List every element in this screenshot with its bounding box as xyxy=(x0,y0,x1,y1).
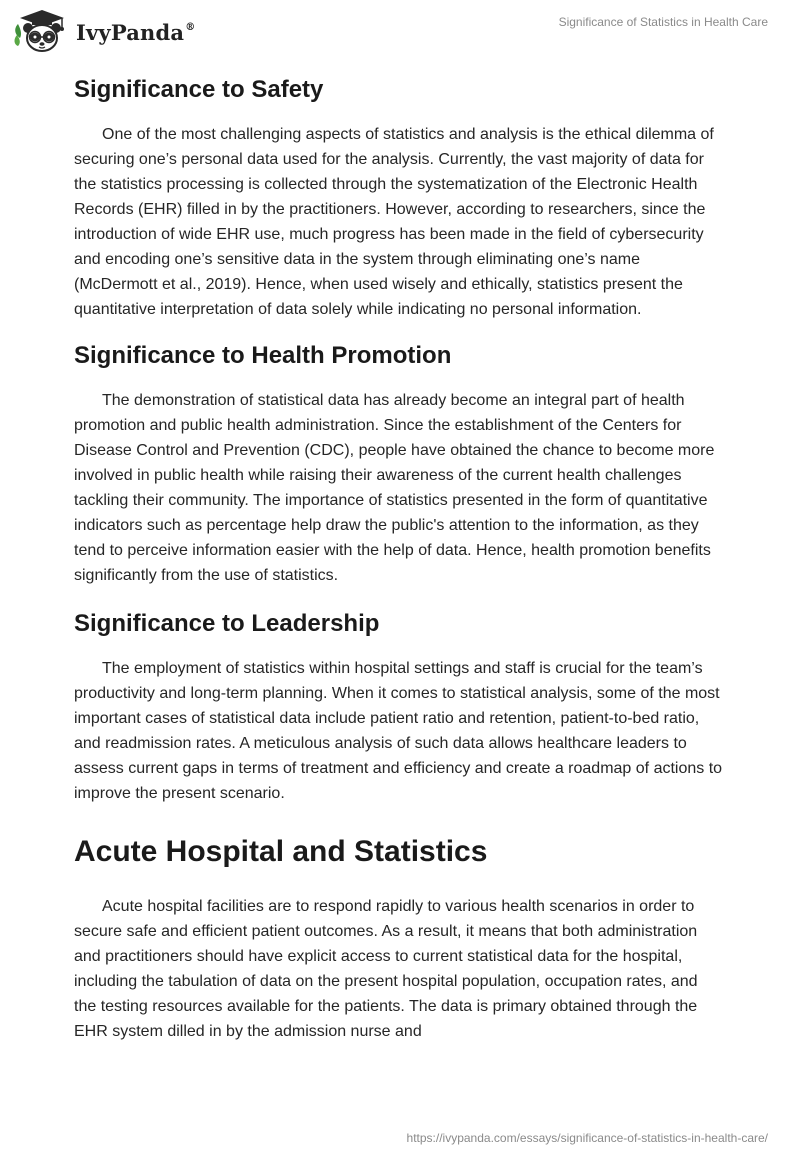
paragraph-acute-hospital: Acute hospital facilities are to respond rapidly to various health scenarios in order to secure safe and efficient patient outcomes. As a result, it means that both administration and practitioners should have explicit access to current statistical data for the hospital, including the tabulation of data on the present hospital population, occupation rates, and the testing resources available for the patients. The data is primary obtained through the EHR system dilled in by the admission nurse and xyxy=(74,898,698,1040)
brand-name: IvyPanda® xyxy=(76,19,196,45)
paragraph-leadership: The employment of statistics within hospital settings and staff is crucial for the team’s productivity and long-term planning. When it comes to statistical analysis, some of the most important cases of statistical data include patient ratio and retention, patient-to-bed ratio, and readmission rates. A meticulous analysis of such data allows healthcare leaders to assess current gaps in terms of treatment and efficiency and create a roadmap of actions to improve the present scenario. xyxy=(74,660,723,802)
ivypanda-logo[interactable] xyxy=(14,8,195,54)
document-title: Significance of Statistics in Health Care xyxy=(558,15,768,29)
paragraph-safety: One of the most challenging aspects of statistics and analysis is the ethical dilemma of securing one’s personal data used for the analysis. Currently, the vast majority of data for the statistics processing is collected through the systematization of the Electronic Health Records (EHR) filled in by the practitioners. However, according to researchers, since the introduction of wide EHR use, much progress has been made in the field of cybersecurity and encoding one’s sensitive data in the system through eliminating one’s name (McDermott et al., 2019). Hence, when used wisely and ethically, statistics present the quantitative interpretation of data solely while indicating no personal information. xyxy=(74,126,714,318)
panda-graduate-icon xyxy=(14,8,70,54)
paragraph-health-promotion: The demonstration of statistical data has already become an integral part of health promotion and public health administration. Since the establishment of the Centers for Disease Control and Prevention (CDC), people have obtained the chance to become more involved in public health while raising their awareness of the current health challenges tackling their community. The importance of statistics presented in the form of quantitative indicators such as percentage help draw the public's attention to the information, as they tend to perceive information easier with the help of data. Hence, health promotion benefits significantly from the use of statistics. xyxy=(74,392,715,584)
source-url[interactable]: https://ivypanda.com/essays/significance-of-statistics-in-health-care/ xyxy=(406,1131,768,1145)
article-content xyxy=(74,70,724,1044)
heading-acute-hospital-and-statistics: Acute Hospital and Statistics xyxy=(74,835,488,868)
page-header xyxy=(0,0,800,60)
heading-significance-to-leadership: Significance to Leadership xyxy=(74,610,380,637)
heading-significance-to-health-promotion: Significance to Health Promotion xyxy=(74,342,452,369)
heading-significance-to-safety: Significance to Safety xyxy=(74,76,324,103)
